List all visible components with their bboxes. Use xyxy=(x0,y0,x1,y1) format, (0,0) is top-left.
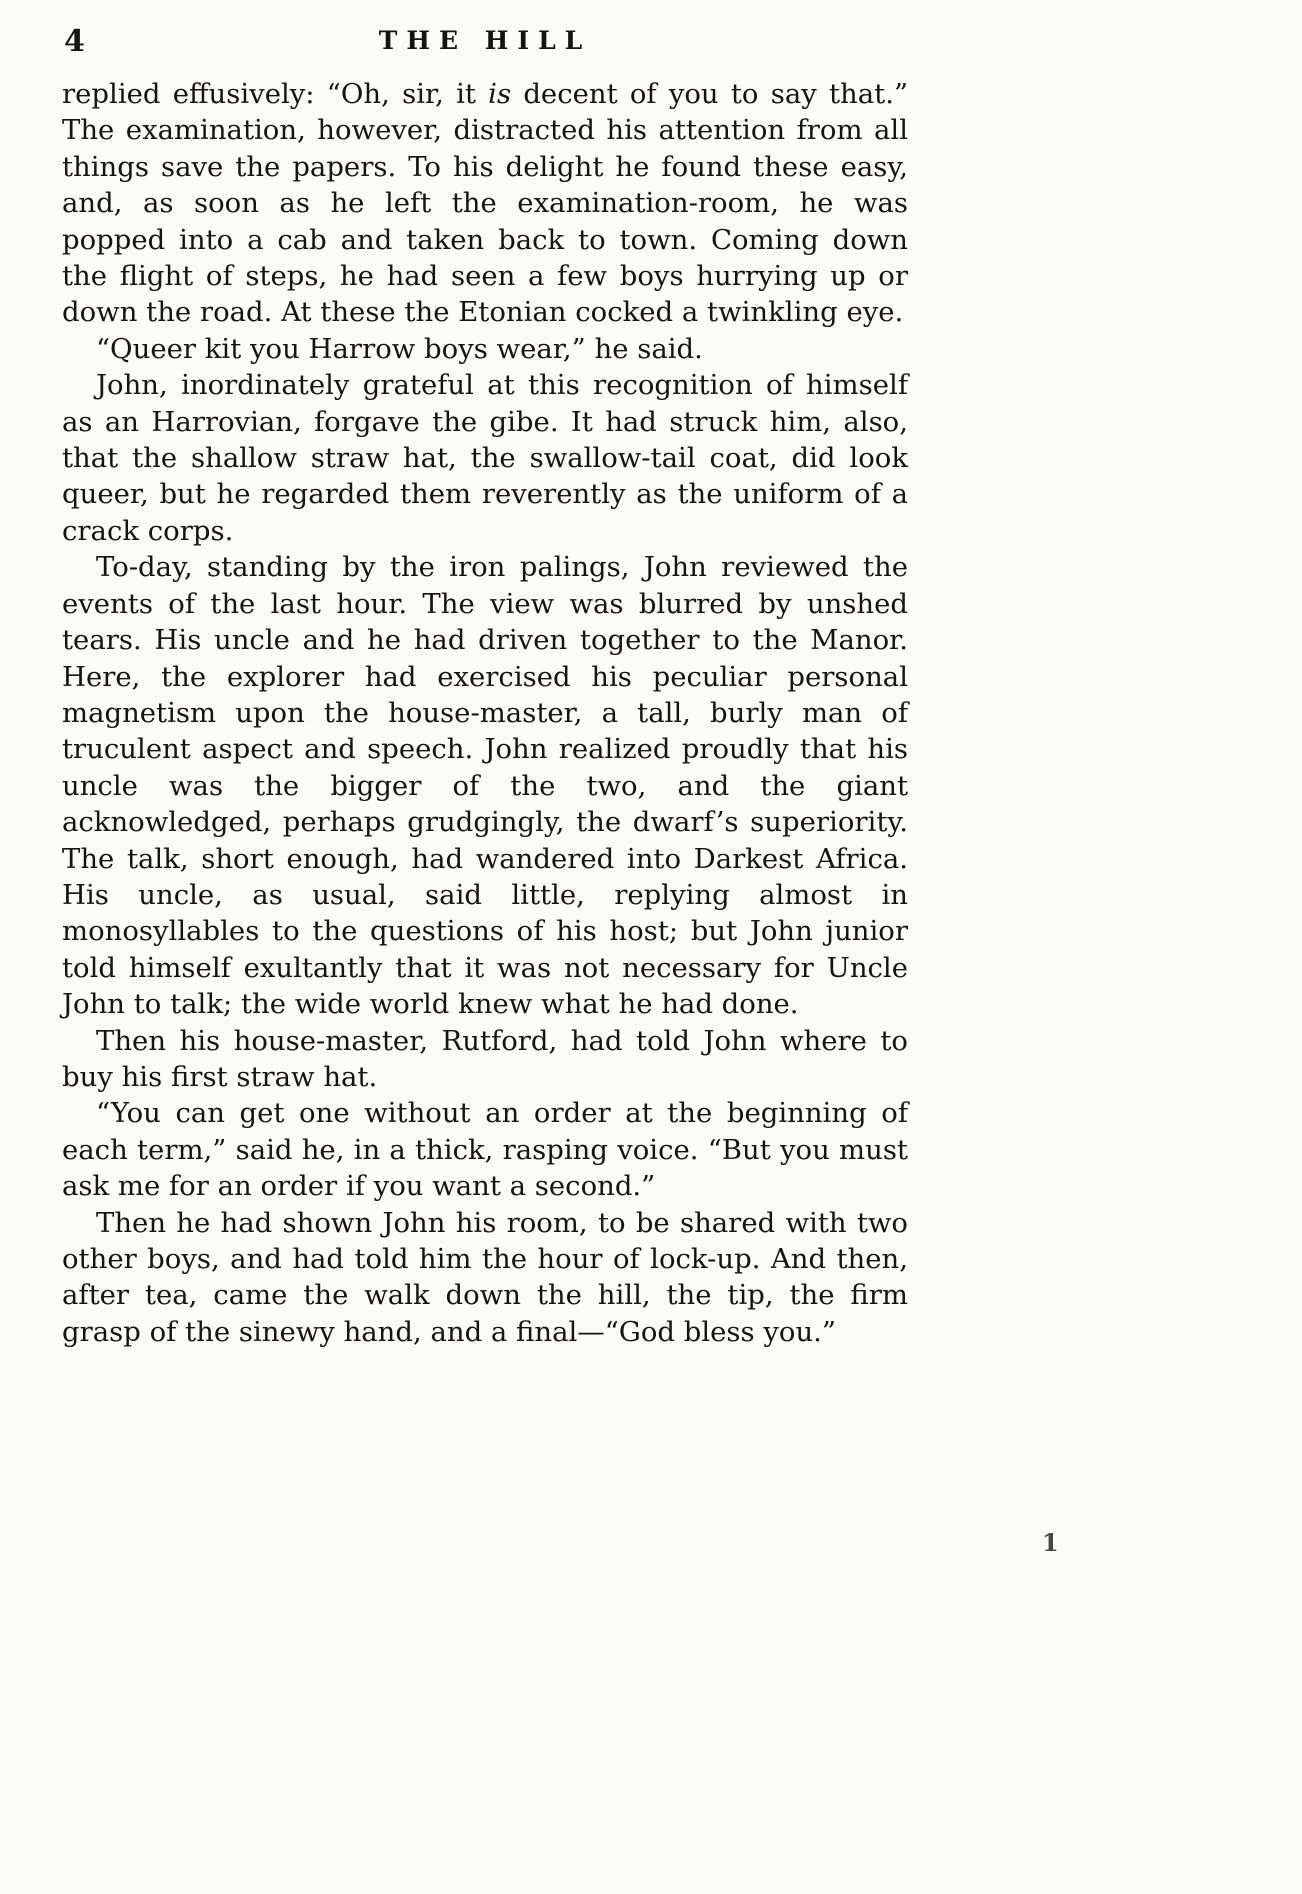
italic-text-run: is xyxy=(488,78,512,110)
paragraph xyxy=(62,549,908,1022)
text-run: To-day, standing by the iron palings, John reviewed the events of the last hour. The view was blurred by unshed tears. His uncle and he had driven together to the Manor. Here, the explorer had exercised his peculiar personal magnetism upon the house-master, a tall, burly man of truculent aspect and speech. John realized proudly that his uncle was the bigger of the two, and the giant acknowledged, perhaps grudgingly, the dwarf’s superiority. The talk, short enough, had wandered into Darkest Africa. His uncle, as usual, said little, replying almost in monosyllables to the questions of his host; but John junior told himself exultantly that it was not necessary for Uncle John to talk; the wide world knew what he had done. xyxy=(62,551,908,1021)
running-header xyxy=(62,18,908,62)
text-run: replied effusively: “Oh, sir, it xyxy=(62,78,489,110)
paragraph xyxy=(62,367,908,549)
paragraph xyxy=(62,331,908,367)
text-run: Then his house-master, Rutford, had told John where to buy his first straw hat. xyxy=(62,1024,908,1093)
running-title: THE HILL xyxy=(378,26,592,55)
page-number: 4 xyxy=(64,24,85,59)
text-run: John, inordinately grateful at this recognition of himself as an Harrovian, forgave the gibe. It had struck him, also, that the shallow straw hat, the swallow-tail coat, did look queer, but he regarded them reverently as the uniform of a crack corps. xyxy=(62,369,908,547)
text-run: “Queer kit you Harrow boys wear,” he said. xyxy=(96,332,703,365)
paragraph xyxy=(62,76,908,331)
paragraph xyxy=(62,1205,908,1351)
text-run: Then he had shown John his room, to be shared with two other boys, and had told him the hour of lock-up. And then, after tea, came the walk down the hill, the tip, the firm grasp of the sinewy hand, and a final—“God bless you.” xyxy=(62,1206,908,1348)
paragraph xyxy=(62,1095,908,1204)
paragraph xyxy=(62,1023,908,1096)
text-run: “You can get one without an order at the beginning of each term,” said he, in a thick, rasping voice. “But you must ask me for an order if you want a second.” xyxy=(62,1097,908,1203)
page-body xyxy=(62,76,908,1350)
text-run: decent of you to say that.” The examination, however, distracted his attention from all things save the papers. To his delight he found these easy, and, as soon as he left the examination-room, he was popped into a cab and taken back to town. Coming down the flight of steps, he had seen a few boys hurrying up or down the road. At these the Etonian cocked a twinkling eye. xyxy=(62,78,908,329)
corner-mark: 1 xyxy=(1042,1528,1059,1557)
